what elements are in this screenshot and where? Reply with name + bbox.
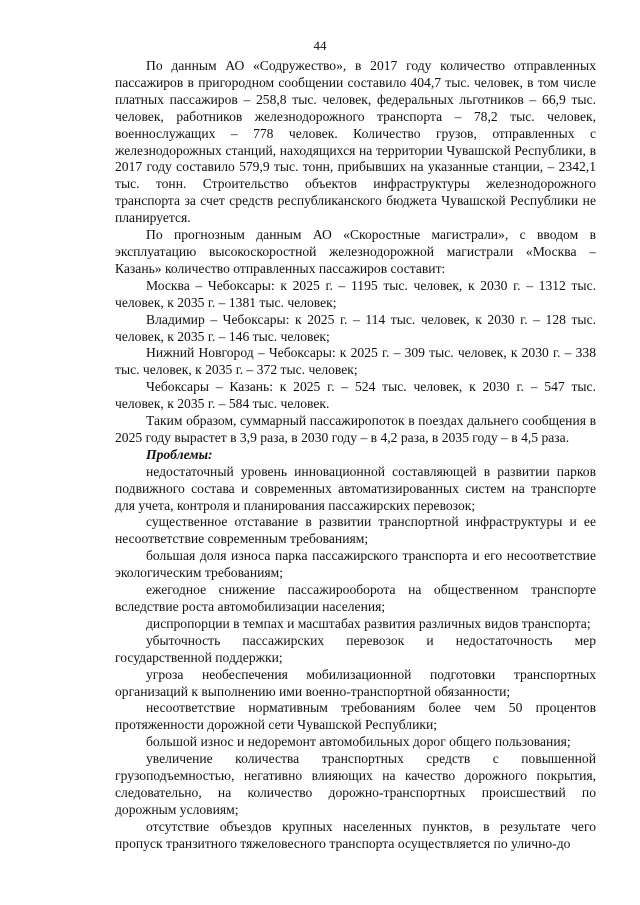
problems-heading: Проблемы: [146,446,213,462]
route-kazan: Чебоксары – Казань: к 2025 г. – 524 тыс. человек, к 2030 г. – 547 тыс. человек, к 2035 г. – 584 тыс. человек. [115,379,596,412]
route-nizhny-novgorod: Нижний Новгород – Чебоксары: к 2025 г. – 309 тыс. человек, к 2030 г. – 338 тыс. человек, к 2035 г. – 372 тыс. человек; [115,345,596,378]
paragraph-summary: Таким образом, суммарный пассажиропоток в поездах дальнего сообщения в 2025 году вырастет в 3,9 раза, в 2030 году – в 4,2 раза, в 2035 году – в 4,5 раза. [115,413,596,445]
problem-item: увеличение количества транспортных средств с повышенной грузоподъемностью, негативно влияющих на качество дорожного покрытия, следовательно, на количество дорожно-транспортных происшествий по дорожным условиям; [115,751,596,817]
route-moscow: Москва – Чебоксары: к 2025 г. – 1195 тыс. человек, к 2030 г. – 1312 тыс. человек, к 2035 г. – 1381 тыс. человек; [115,277,596,310]
problem-item: большой износ и недоремонт автомобильных дорог общего пользования; [146,734,571,750]
problem-item: угроза необеспечения мобилизационной подготовки транспортных организаций к выполнению ими военно-транспортной обязанности; [115,666,596,699]
problem-item: убыточность пассажирских перевозок и недостаточность мер государственной поддержки; [115,632,596,665]
page-number: 44 [313,38,327,53]
problem-item: диспропорции в темпах и масштабах развития различных видов транспорта; [146,615,591,631]
problem-item: отсутствие объездов крупных населенных пунктов, в результате чего пропуск транзитного тяжеловесного транспорта осуществляется по улично-до [115,818,596,851]
problem-item: большая доля износа парка пассажирского транспорта и его несоответствие экологическим требованиям; [115,548,596,581]
paragraph-intro-1: По данным АО «Содружество», в 2017 году количество отправленных пассажиров в пригородном сообщении составило 404,7 тыс. человек, в том числе платных пассажиров – 258,8 тыс. человек, федеральных льготников – 66,9 тыс. человек, работников железнодорожного транспорта – 78,2 тыс. человек, военнослужащих – 778 человек. Количество грузов, отправленных с железнодорожных станций, находящихся на территории Чувашской Республики, в 2017 году составило 579,9 тыс. тонн, прибывших на указанные станции, – 2342,1 тыс. тонн. Строительство объектов инфраструктуры железнодорожного транспорта за счет средств республиканского бюджета Чувашской Республики не планируется. [115,58,596,226]
problem-item: несоответствие нормативным требованиям более чем 50 процентов протяженности дорожной сети Чувашской Республики; [115,700,596,733]
route-vladimir: Владимир – Чебоксары: к 2025 г. – 114 тыс. человек, к 2030 г. – 128 тыс. человек, к 2035 г. – 146 тыс. человек; [115,311,596,344]
document-body [115,58,596,853]
paragraph-intro-2: По прогнозным данным АО «Скоростные магистрали», с вводом в эксплуатацию высокоскоростной железнодорожной магистрали «Москва – Казань» количество отправленных пассажиров составит: [115,227,596,276]
problem-item: существенное отставание в развитии транспортной инфраструктуры и ее несоответствие современным требованиям; [115,514,596,547]
problem-item: недостаточный уровень инновационной составляющей в развитии парков подвижного состава и современных автоматизированных систем на транспорте для учета, контроля и планирования пассажирских перевозок; [115,463,596,513]
problem-item: ежегодное снижение пассажирооборота на общественном транспорте вследствие роста автомобилизации населения; [115,582,596,614]
